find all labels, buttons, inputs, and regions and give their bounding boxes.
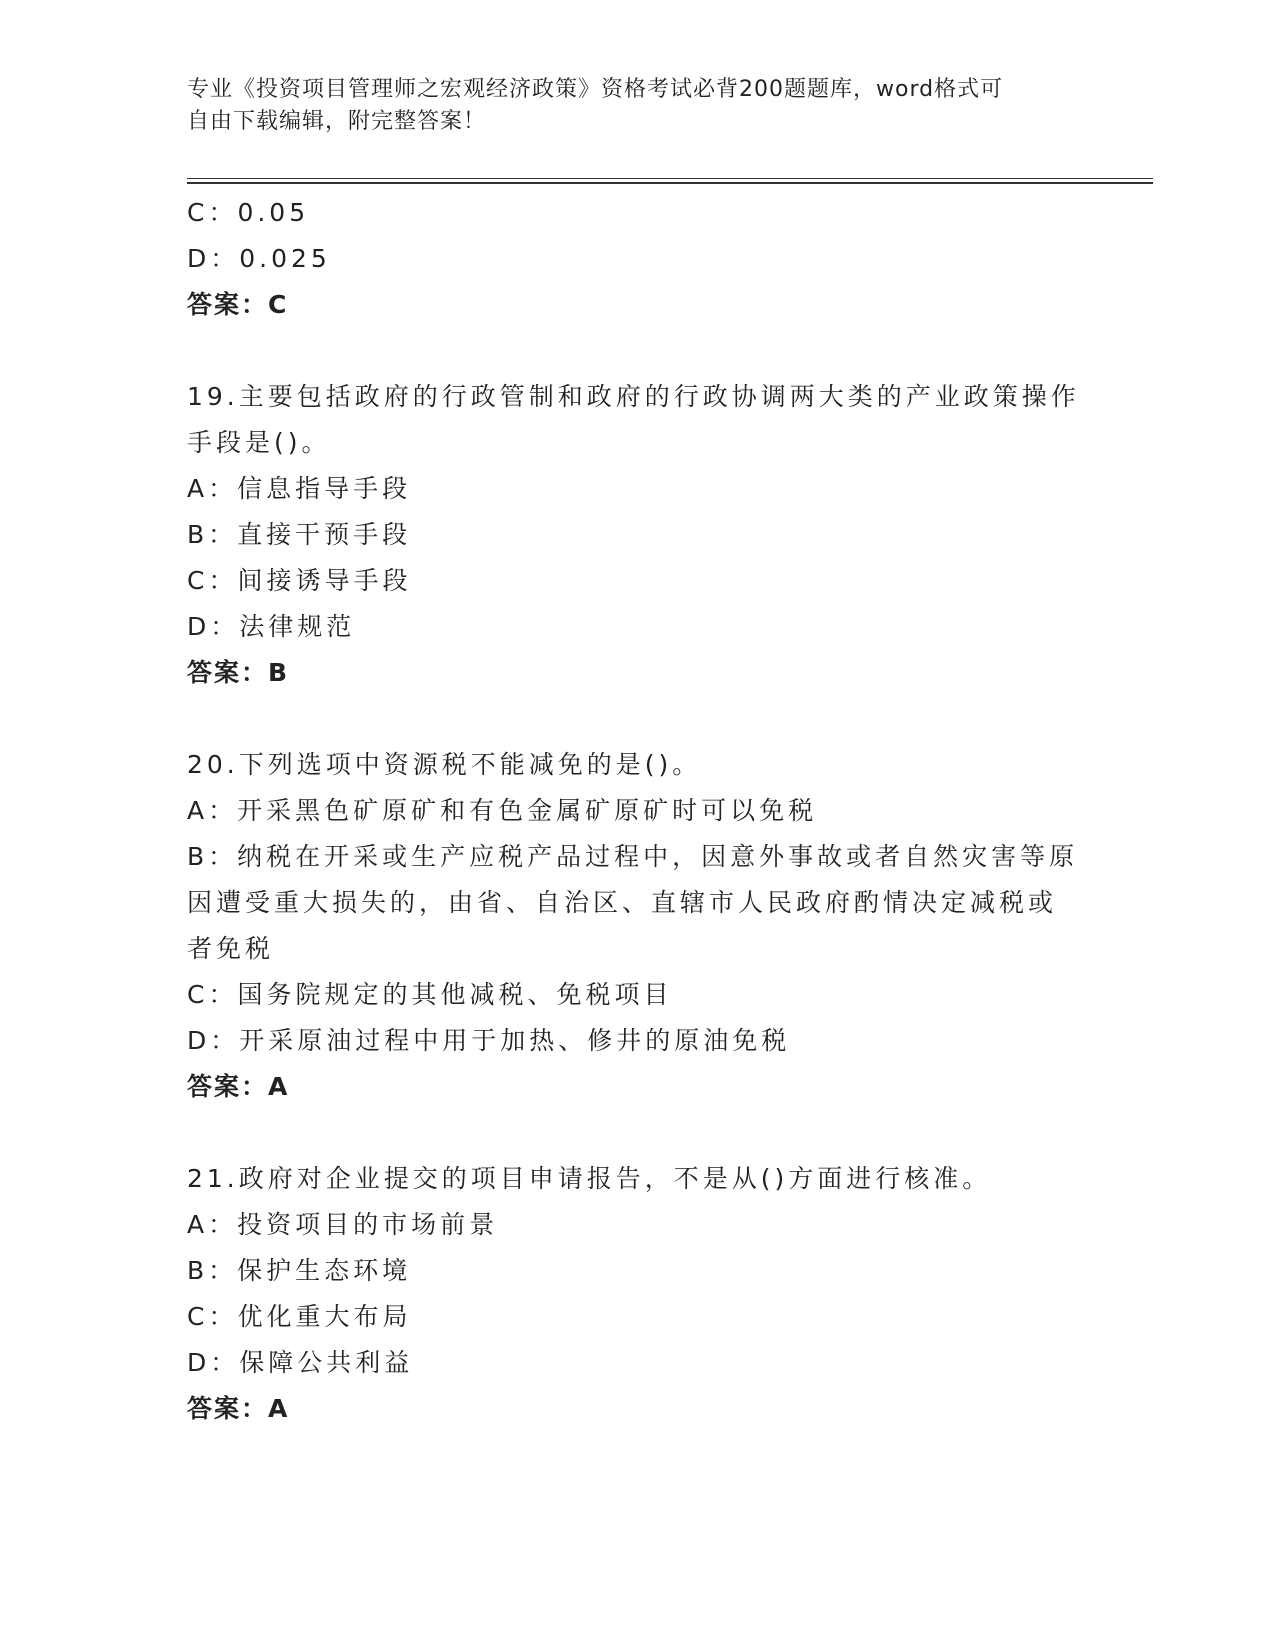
header-line-2: 自由下载编辑，附完整答案！ xyxy=(187,109,487,134)
option-b-continued: 者免税 xyxy=(187,934,275,963)
question-18-tail xyxy=(187,190,1087,328)
question-stem: 20.下列选项中资源税不能减免的是()。 xyxy=(187,750,702,779)
option-a: A：信息指导手段 xyxy=(187,474,412,503)
option-c: C：0.05 xyxy=(187,198,310,227)
option-d: D：保障公共利益 xyxy=(187,1348,414,1377)
spacer xyxy=(187,696,1087,742)
option-a: A：开采黑色矿原矿和有色金属矿原矿时可以免税 xyxy=(187,796,818,825)
answer-label: 答案：C xyxy=(187,290,289,319)
question-stem: 21.政府对企业提交的项目申请报告，不是从()方面进行核准。 xyxy=(187,1164,992,1193)
question-21 xyxy=(187,1156,1087,1432)
answer-label: 答案：B xyxy=(187,658,290,687)
answer-label: 答案：A xyxy=(187,1072,290,1101)
question-20 xyxy=(187,742,1087,1110)
option-b-continued: 因遭受重大损失的，由省、自治区、直辖市人民政府酌情决定减税或 xyxy=(187,888,1058,917)
question-content xyxy=(187,190,1087,1432)
header-line-1: 专业《投资项目管理师之宏观经济政策》资格考试必背200题题库，word格式可 xyxy=(187,77,1004,102)
option-c: C：优化重大布局 xyxy=(187,1302,412,1331)
option-d: D：开采原油过程中用于加热、修井的原油免税 xyxy=(187,1026,791,1055)
option-a: A：投资项目的市场前景 xyxy=(187,1210,499,1239)
question-19 xyxy=(187,374,1087,696)
spacer xyxy=(187,328,1087,374)
header-rule-thin xyxy=(187,178,1153,179)
option-d: D：0.025 xyxy=(187,244,331,273)
answer-label: 答案：A xyxy=(187,1394,290,1423)
option-b: B：纳税在开采或生产应税产品过程中，因意外事故或者自然灾害等原 xyxy=(187,842,1079,871)
document-header xyxy=(187,74,1067,138)
question-stem: 手段是()。 xyxy=(187,428,331,457)
option-b: B：直接干预手段 xyxy=(187,520,412,549)
option-c: C：国务院规定的其他减税、免税项目 xyxy=(187,980,673,1009)
option-c: C：间接诱导手段 xyxy=(187,566,412,595)
option-b: B：保护生态环境 xyxy=(187,1256,412,1285)
header-rule-thick xyxy=(187,182,1153,184)
option-d: D：法律规范 xyxy=(187,612,356,641)
spacer xyxy=(187,1110,1087,1156)
question-stem: 19.主要包括政府的行政管制和政府的行政协调两大类的产业政策操作 xyxy=(187,382,1080,411)
